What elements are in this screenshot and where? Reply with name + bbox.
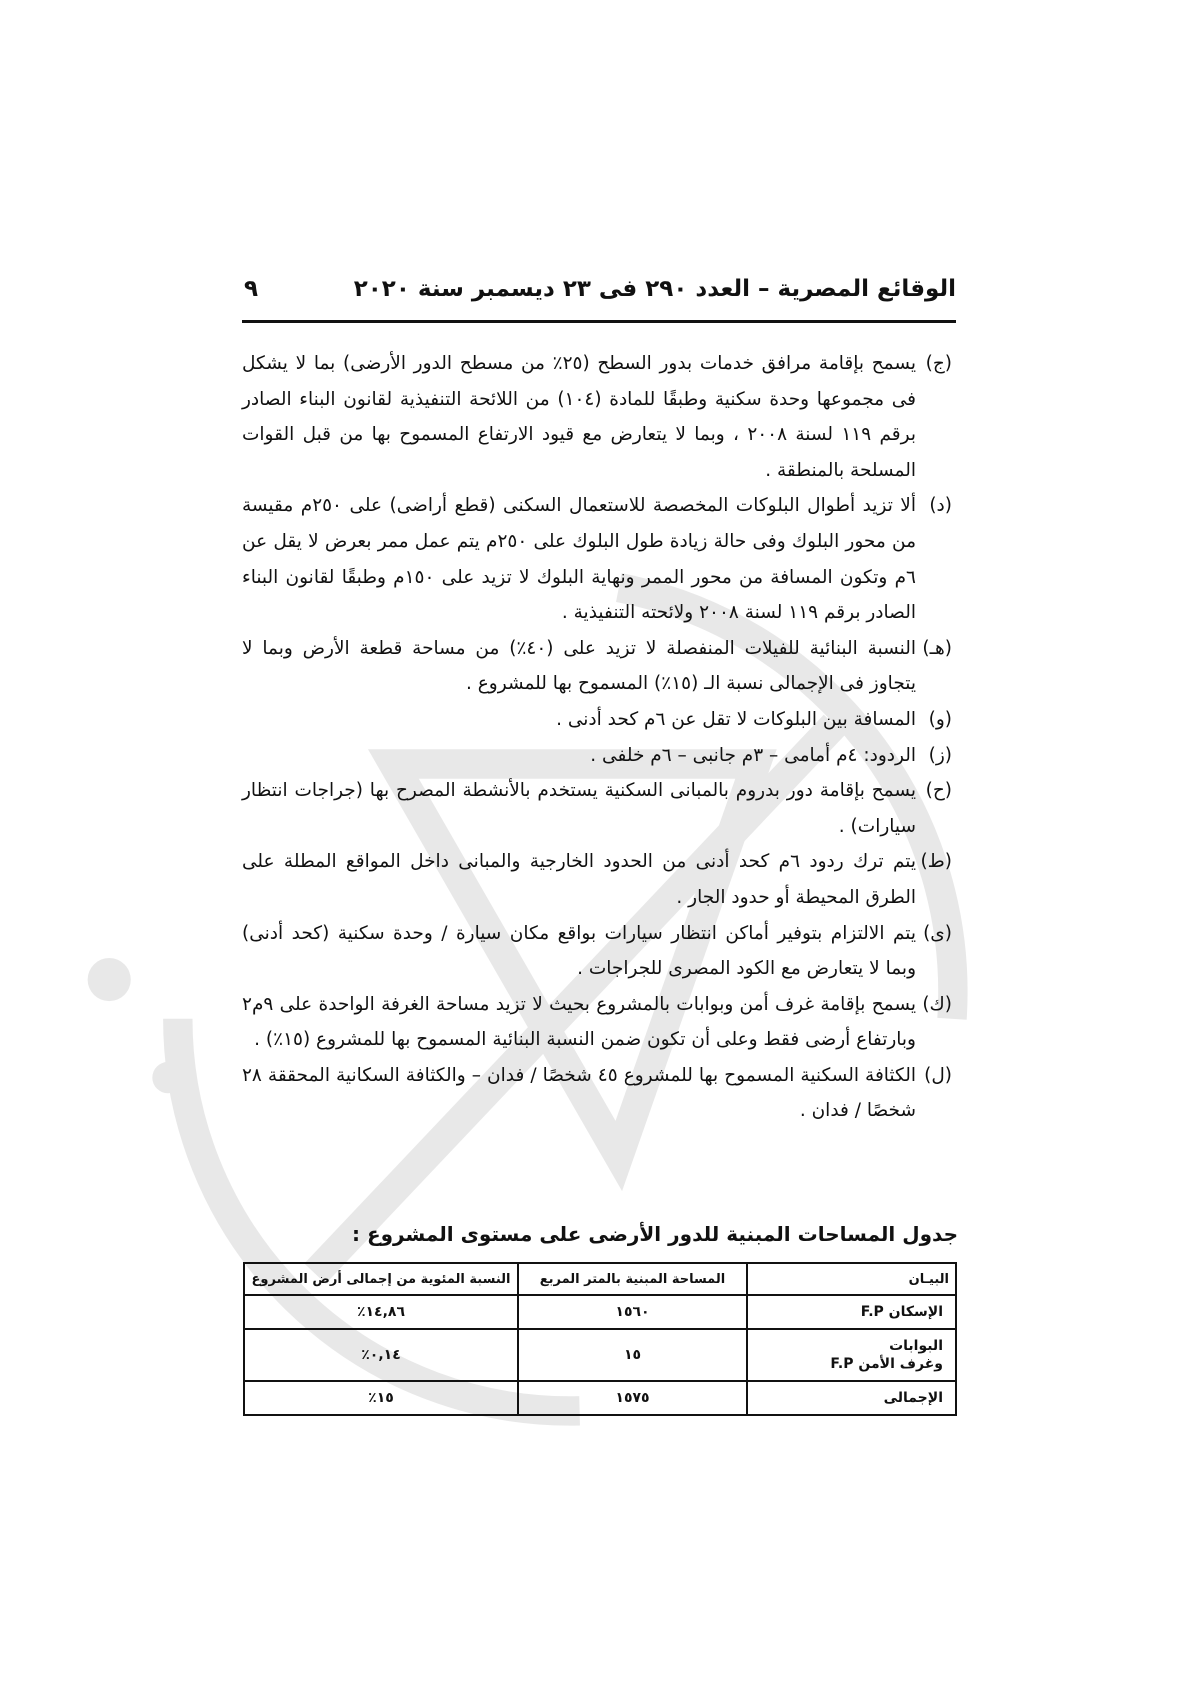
clause-label: (ك) bbox=[922, 993, 952, 1015]
clause-label: (ح) bbox=[925, 780, 952, 802]
clause-item bbox=[242, 844, 952, 915]
item-label: وغرف الأمن F.P bbox=[830, 1356, 943, 1372]
clause-text: يتم ترك ردود ٦م كحد أدنى من الحدود الخارجية والمبانى داخل المواقع المطلة على الطرق المحيطة أو حدود الجار . bbox=[242, 851, 916, 908]
clause-item bbox=[242, 488, 952, 630]
page-number: ٩ bbox=[244, 276, 259, 302]
clause-text: ألا تزيد أطوال البلوكات المخصصة للاستعمال السكنى (قطع أراضى) على ٢٥٠م مقيسة من محور البلوك وفى حالة زيادة طول البلوك على ٢٥٠م يتم عمل ممر بعرض لا يقل عن ٦م وتكون المسافة من محور الممر ونهاية البلوك لا تزيد على ١٥٠م وطبقًا لقانون البناء الصادر برقم ١١٩ لسنة ٢٠٠٨ ولائحته التنفيذية . bbox=[242, 495, 916, 624]
clauses-list bbox=[242, 346, 952, 1129]
column-header-area: المساحة المبنية بالمتر المربع bbox=[518, 1263, 747, 1295]
item-label: البوابات bbox=[889, 1338, 943, 1354]
clause-label: (هـ) bbox=[922, 637, 952, 659]
clause-label: (ز) bbox=[928, 744, 952, 766]
item-cell bbox=[747, 1381, 956, 1415]
clause-item bbox=[242, 346, 952, 488]
clause-text: المسافة بين البلوكات لا تقل عن ٦م كحد أدنى . bbox=[556, 708, 916, 730]
percent-cell: ١٥٪ bbox=[244, 1381, 518, 1415]
table-row bbox=[244, 1381, 956, 1415]
clause-text: يتم الالتزام بتوفير أماكن انتظار سيارات بواقع مكان سيارة / وحدة سكنية (كحد أدنى) وبما لا يتعارض مع الكود المصرى للجراجات . bbox=[242, 922, 916, 980]
header-title: الوقائع المصرية – العدد ٢٩٠ فى ٢٣ ديسمبر سنة ٢٠٢٠ bbox=[353, 276, 956, 302]
built-areas-table bbox=[243, 1262, 957, 1416]
area-cell: ١٥٧٥ bbox=[518, 1381, 747, 1415]
area-cell: ١٥ bbox=[518, 1329, 747, 1381]
item-cell bbox=[747, 1329, 956, 1381]
clause-item bbox=[242, 702, 952, 738]
column-header-percent: النسبة المئوية من إجمالى أرض المشروع bbox=[244, 1263, 518, 1295]
table-title: جدول المساحات المبنية للدور الأرضى على مستوى المشروع : bbox=[352, 1222, 958, 1246]
item-label: الإسكان F.P bbox=[860, 1304, 943, 1320]
clause-label: (ى) bbox=[923, 922, 952, 944]
clause-item bbox=[242, 773, 952, 844]
clause-text: يسمح بإقامة غرف أمن وبوابات بالمشروع بحيث لا تزيد مساحة الغرفة الواحدة على ٩م٢ وبارتفاع أرضى فقط وعلى أن تكون ضمن النسبة البنائية المسموح بها للمشروع (١٥٪) . bbox=[242, 993, 916, 1051]
clause-item bbox=[242, 631, 952, 702]
area-cell: ١٥٦٠ bbox=[518, 1295, 747, 1329]
clause-label: (ج) bbox=[925, 353, 952, 374]
item-cell bbox=[747, 1295, 956, 1329]
clause-item bbox=[242, 916, 952, 987]
clause-label: (ط) bbox=[920, 851, 952, 873]
clause-text: يسمح بإقامة دور بدروم بالمبانى السكنية يستخدم بالأنشطة المصرح بها (جراجات انتظار سيارات) . bbox=[242, 780, 916, 837]
column-header-item: البيـان bbox=[747, 1263, 956, 1295]
table-row bbox=[244, 1329, 956, 1381]
clause-text: النسبة البنائية للفيلات المنفصلة لا تزيد على (٤٠٪) من مساحة قطعة الأرض وبما لا يتجاوز فى الإجمالى نسبة الـ (١٥٪) المسموح بها للمشروع . bbox=[242, 637, 916, 695]
clause-item bbox=[242, 738, 952, 774]
clause-item bbox=[242, 1058, 952, 1129]
table-header-row bbox=[244, 1263, 956, 1295]
table-row bbox=[244, 1295, 956, 1329]
clause-label: (و) bbox=[928, 708, 952, 730]
item-label: الإجمالى bbox=[883, 1390, 943, 1406]
page-header bbox=[242, 272, 956, 323]
clause-text: يسمح بإقامة مرافق خدمات بدور السطح (٢٥٪ من مسطح الدور الأرضى) بما لا يشكل فى مجموعها وحدة سكنية وطبقًا للمادة (١٠٤) من اللائحة التنفيذية لقانون البناء الصادر برقم ١١٩ لسنة ٢٠٠٨ ، وبما لا يتعارض مع قيود الارتفاع المسموح بها من قبل القوات المسلحة بالمنطقة . bbox=[242, 353, 916, 481]
clause-label: (د) bbox=[929, 495, 952, 517]
clause-text: الكثافة السكنية المسموح بها للمشروع ٤٥ شخصًا / فدان – والكثافة السكانية المحققة ٢٨ شخصًا / فدان . bbox=[242, 1064, 917, 1122]
clause-label: (ل) bbox=[924, 1064, 952, 1086]
clause-item bbox=[242, 987, 952, 1058]
percent-cell: ٠,١٤٪ bbox=[244, 1329, 518, 1381]
clause-text: الردود: ٤م أمامى – ٣م جانبى – ٦م خلفى . bbox=[590, 744, 916, 766]
percent-cell: ١٤,٨٦٪ bbox=[244, 1295, 518, 1329]
